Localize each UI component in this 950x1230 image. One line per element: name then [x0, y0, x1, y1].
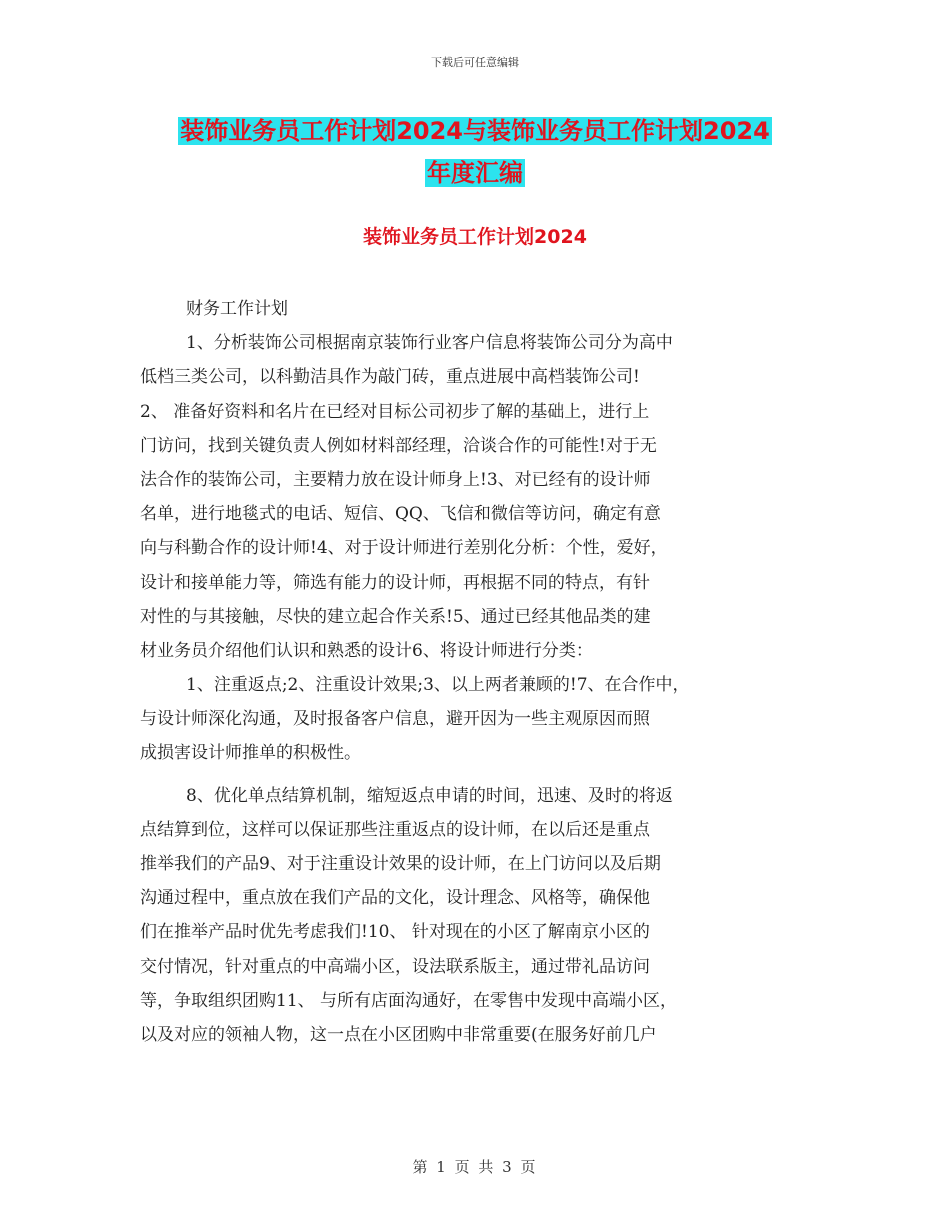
paragraph-gap — [140, 771, 820, 779]
text-line: 对性的与其接触，尽快的建立起合作关系!5、通过已经其他品类的建 — [140, 606, 651, 627]
document-title-line1: 装饰业务员工作计划2024与装饰业务员工作计划2024 — [180, 117, 770, 145]
text-line: 低档三类公司，以科勤洁具作为敲门砖，重点进展中高档装饰公司! — [140, 367, 640, 388]
text-line: 2、 准备好资料和名片在已经对目标公司初步了解的基础上，进行上 — [140, 401, 650, 422]
text-line: 与设计师深化沟通，及时报备客户信息，避开因为一些主观原因而照 — [140, 709, 650, 730]
text-line: 1、分析装饰公司根据南京装饰行业客户信息将装饰公司分为高中 — [186, 333, 673, 354]
text-line: 等，争取组织团购11、 与所有店面沟通好，在零售中发现中高端小区， — [140, 990, 678, 1011]
text-line: 法合作的装饰公司，主要精力放在设计师身上!3、对已经有的设计师 — [140, 469, 651, 490]
text-line: 以及对应的领袖人物，这一点在小区团购中非常重要(在服务好前几户 — [140, 1024, 657, 1045]
text-line: 推举我们的产品9、对于注重设计效果的设计师，在上门访问以及后期 — [140, 854, 661, 874]
text-line: 设计和接单能力等，筛选有能力的设计师，再根据不同的特点，有针 — [140, 572, 650, 593]
section-title: 装饰业务员工作计划2024 — [363, 226, 587, 248]
text-line: 交付情况，针对重点的中高端小区，设法联系版主，通过带礼品访问 — [140, 956, 650, 977]
text-line: 财务工作计划 — [186, 299, 288, 319]
text-line: 沟通过程中，重点放在我们产品的文化，设计理念、风格等，确保他 — [140, 888, 650, 909]
page-footer: 第 1 页 共 3 页 — [412, 1158, 538, 1176]
text-line: 向与科勤合作的设计师!4、对于设计师进行差别化分析：个性，爱好， — [140, 538, 668, 559]
document-title-line2: 年度汇编 — [427, 159, 523, 187]
header-note: 下载后可任意编辑 — [431, 56, 519, 69]
text-line: 门访问，找到关键负责人例如材料部经理，洽谈合作的可能性!对于无 — [140, 435, 657, 456]
document-title — [0, 110, 950, 194]
body-text — [140, 292, 820, 1052]
text-line: 1、注重返点;2、注重设计效果;3、以上两者兼顾的!7、在合作中， — [186, 675, 690, 696]
text-line: 成损害设计师推单的积极性。 — [140, 743, 361, 764]
text-line: 8、优化单点结算机制，缩短返点申请的时间，迅速、及时的将返 — [186, 785, 673, 806]
text-line: 们在推举产品时优先考虑我们!10、 针对现在的小区了解南京小区的 — [140, 922, 650, 943]
text-line: 点结算到位，这样可以保证那些注重返点的设计师，在以后还是重点 — [140, 819, 650, 840]
text-line: 名单，进行地毯式的电话、短信、QQ、飞信和微信等访问，确定有意 — [140, 504, 661, 525]
text-line: 材业务员介绍他们认识和熟悉的设计6、将设计师进行分类： — [140, 640, 593, 661]
